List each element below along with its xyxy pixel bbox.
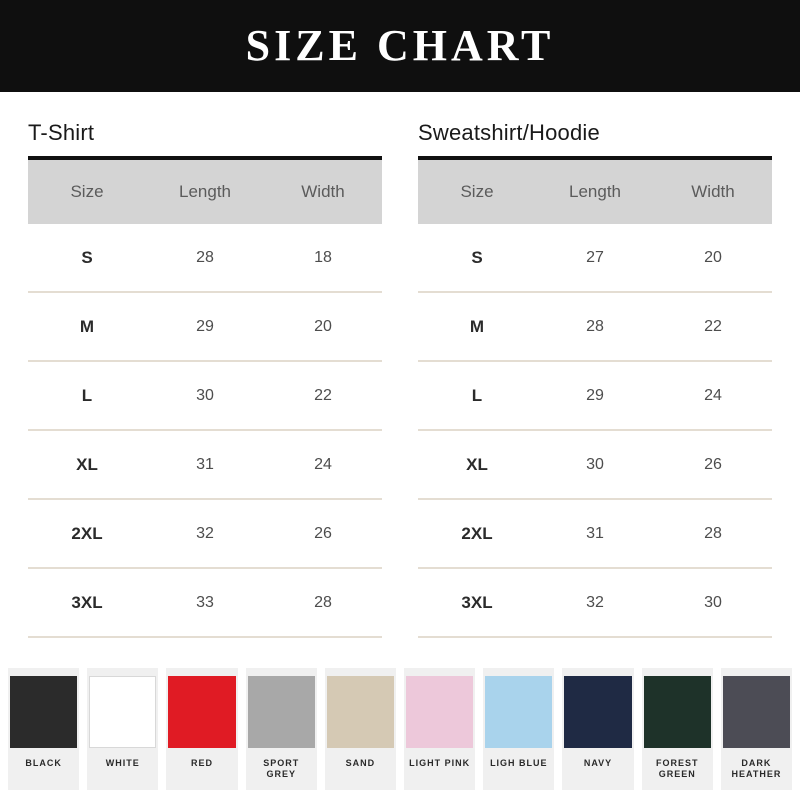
table-row <box>28 568 382 637</box>
cell-length: 33 <box>146 568 264 637</box>
cell-width: 26 <box>654 430 772 499</box>
tshirt-size-table <box>28 160 382 638</box>
swatch-chip <box>248 676 315 748</box>
cell-length: 32 <box>146 499 264 568</box>
color-swatch-forest-green <box>642 668 713 791</box>
size-tables <box>0 92 800 638</box>
cell-width: 18 <box>264 224 382 292</box>
cell-size: M <box>418 292 536 361</box>
table-row <box>418 292 772 361</box>
swatch-chip <box>168 676 235 748</box>
swatch-label: SAND <box>345 757 376 768</box>
color-swatch-light-blue <box>483 668 554 791</box>
color-swatch-navy <box>562 668 633 791</box>
cell-size: 3XL <box>28 568 146 637</box>
color-swatch-light-pink <box>404 668 475 791</box>
swatch-chip <box>644 676 711 748</box>
cell-size: 3XL <box>418 568 536 637</box>
table-row <box>28 292 382 361</box>
column-header-length: Length <box>536 160 654 224</box>
color-swatch-white <box>87 668 158 791</box>
swatch-chip <box>406 676 473 748</box>
color-swatch-row <box>0 650 800 800</box>
cell-width: 22 <box>654 292 772 361</box>
cell-size: 2XL <box>28 499 146 568</box>
table-row <box>28 224 382 292</box>
column-header-width: Width <box>264 160 382 224</box>
color-swatch-dark-heather <box>721 668 792 791</box>
table-row <box>28 430 382 499</box>
color-swatch-black <box>8 668 79 791</box>
swatch-label: WHITE <box>105 757 140 768</box>
sweatshirt-table-title: Sweatshirt/Hoodie <box>418 120 600 145</box>
swatch-chip <box>564 676 631 748</box>
cell-length: 27 <box>536 224 654 292</box>
color-swatch-red <box>166 668 237 791</box>
swatch-label: FOREST GREEN <box>655 757 699 779</box>
cell-length: 29 <box>146 292 264 361</box>
cell-length: 31 <box>146 430 264 499</box>
swatch-chip <box>89 676 156 748</box>
swatch-chip <box>723 676 790 748</box>
cell-size: S <box>28 224 146 292</box>
cell-length: 30 <box>536 430 654 499</box>
cell-size: L <box>28 361 146 430</box>
table-header-row <box>28 160 382 224</box>
tshirt-table-block <box>28 120 382 638</box>
cell-width: 24 <box>654 361 772 430</box>
cell-length: 28 <box>536 292 654 361</box>
cell-size: 2XL <box>418 499 536 568</box>
swatch-label: RED <box>191 757 214 768</box>
cell-size: XL <box>28 430 146 499</box>
cell-length: 32 <box>536 568 654 637</box>
cell-length: 30 <box>146 361 264 430</box>
cell-width: 20 <box>654 224 772 292</box>
cell-width: 24 <box>264 430 382 499</box>
cell-length: 31 <box>536 499 654 568</box>
table-row <box>418 224 772 292</box>
tshirt-table-title: T-Shirt <box>28 120 95 145</box>
page-header <box>0 0 800 92</box>
cell-width: 28 <box>654 499 772 568</box>
swatch-label: NAVY <box>583 757 613 768</box>
swatch-label: DARK HEATHER <box>731 757 782 779</box>
swatch-chip <box>485 676 552 748</box>
table-row <box>28 499 382 568</box>
page-title: SIZE CHART <box>245 21 555 70</box>
color-swatch-sand <box>325 668 396 791</box>
table-header-row <box>418 160 772 224</box>
sweatshirt-table-block <box>418 120 772 638</box>
swatch-label: LIGHT PINK <box>409 757 471 768</box>
table-row <box>418 499 772 568</box>
color-swatch-sport-grey <box>246 668 317 791</box>
swatch-chip <box>327 676 394 748</box>
column-header-length: Length <box>146 160 264 224</box>
column-header-size: Size <box>418 160 536 224</box>
sweatshirt-size-table <box>418 160 772 638</box>
swatch-chip <box>10 676 77 748</box>
cell-size: L <box>418 361 536 430</box>
cell-size: M <box>28 292 146 361</box>
table-row <box>28 361 382 430</box>
table-row <box>418 568 772 637</box>
cell-width: 20 <box>264 292 382 361</box>
column-header-size: Size <box>28 160 146 224</box>
cell-width: 30 <box>654 568 772 637</box>
table-row <box>418 361 772 430</box>
column-header-width: Width <box>654 160 772 224</box>
swatch-label: LIGH BLUE <box>490 757 548 768</box>
cell-length: 29 <box>536 361 654 430</box>
cell-length: 28 <box>146 224 264 292</box>
swatch-label: BLACK <box>25 757 62 768</box>
cell-size: S <box>418 224 536 292</box>
cell-width: 28 <box>264 568 382 637</box>
cell-width: 22 <box>264 361 382 430</box>
swatch-label: SPORT GREY <box>263 757 300 779</box>
table-row <box>418 430 772 499</box>
cell-width: 26 <box>264 499 382 568</box>
cell-size: XL <box>418 430 536 499</box>
